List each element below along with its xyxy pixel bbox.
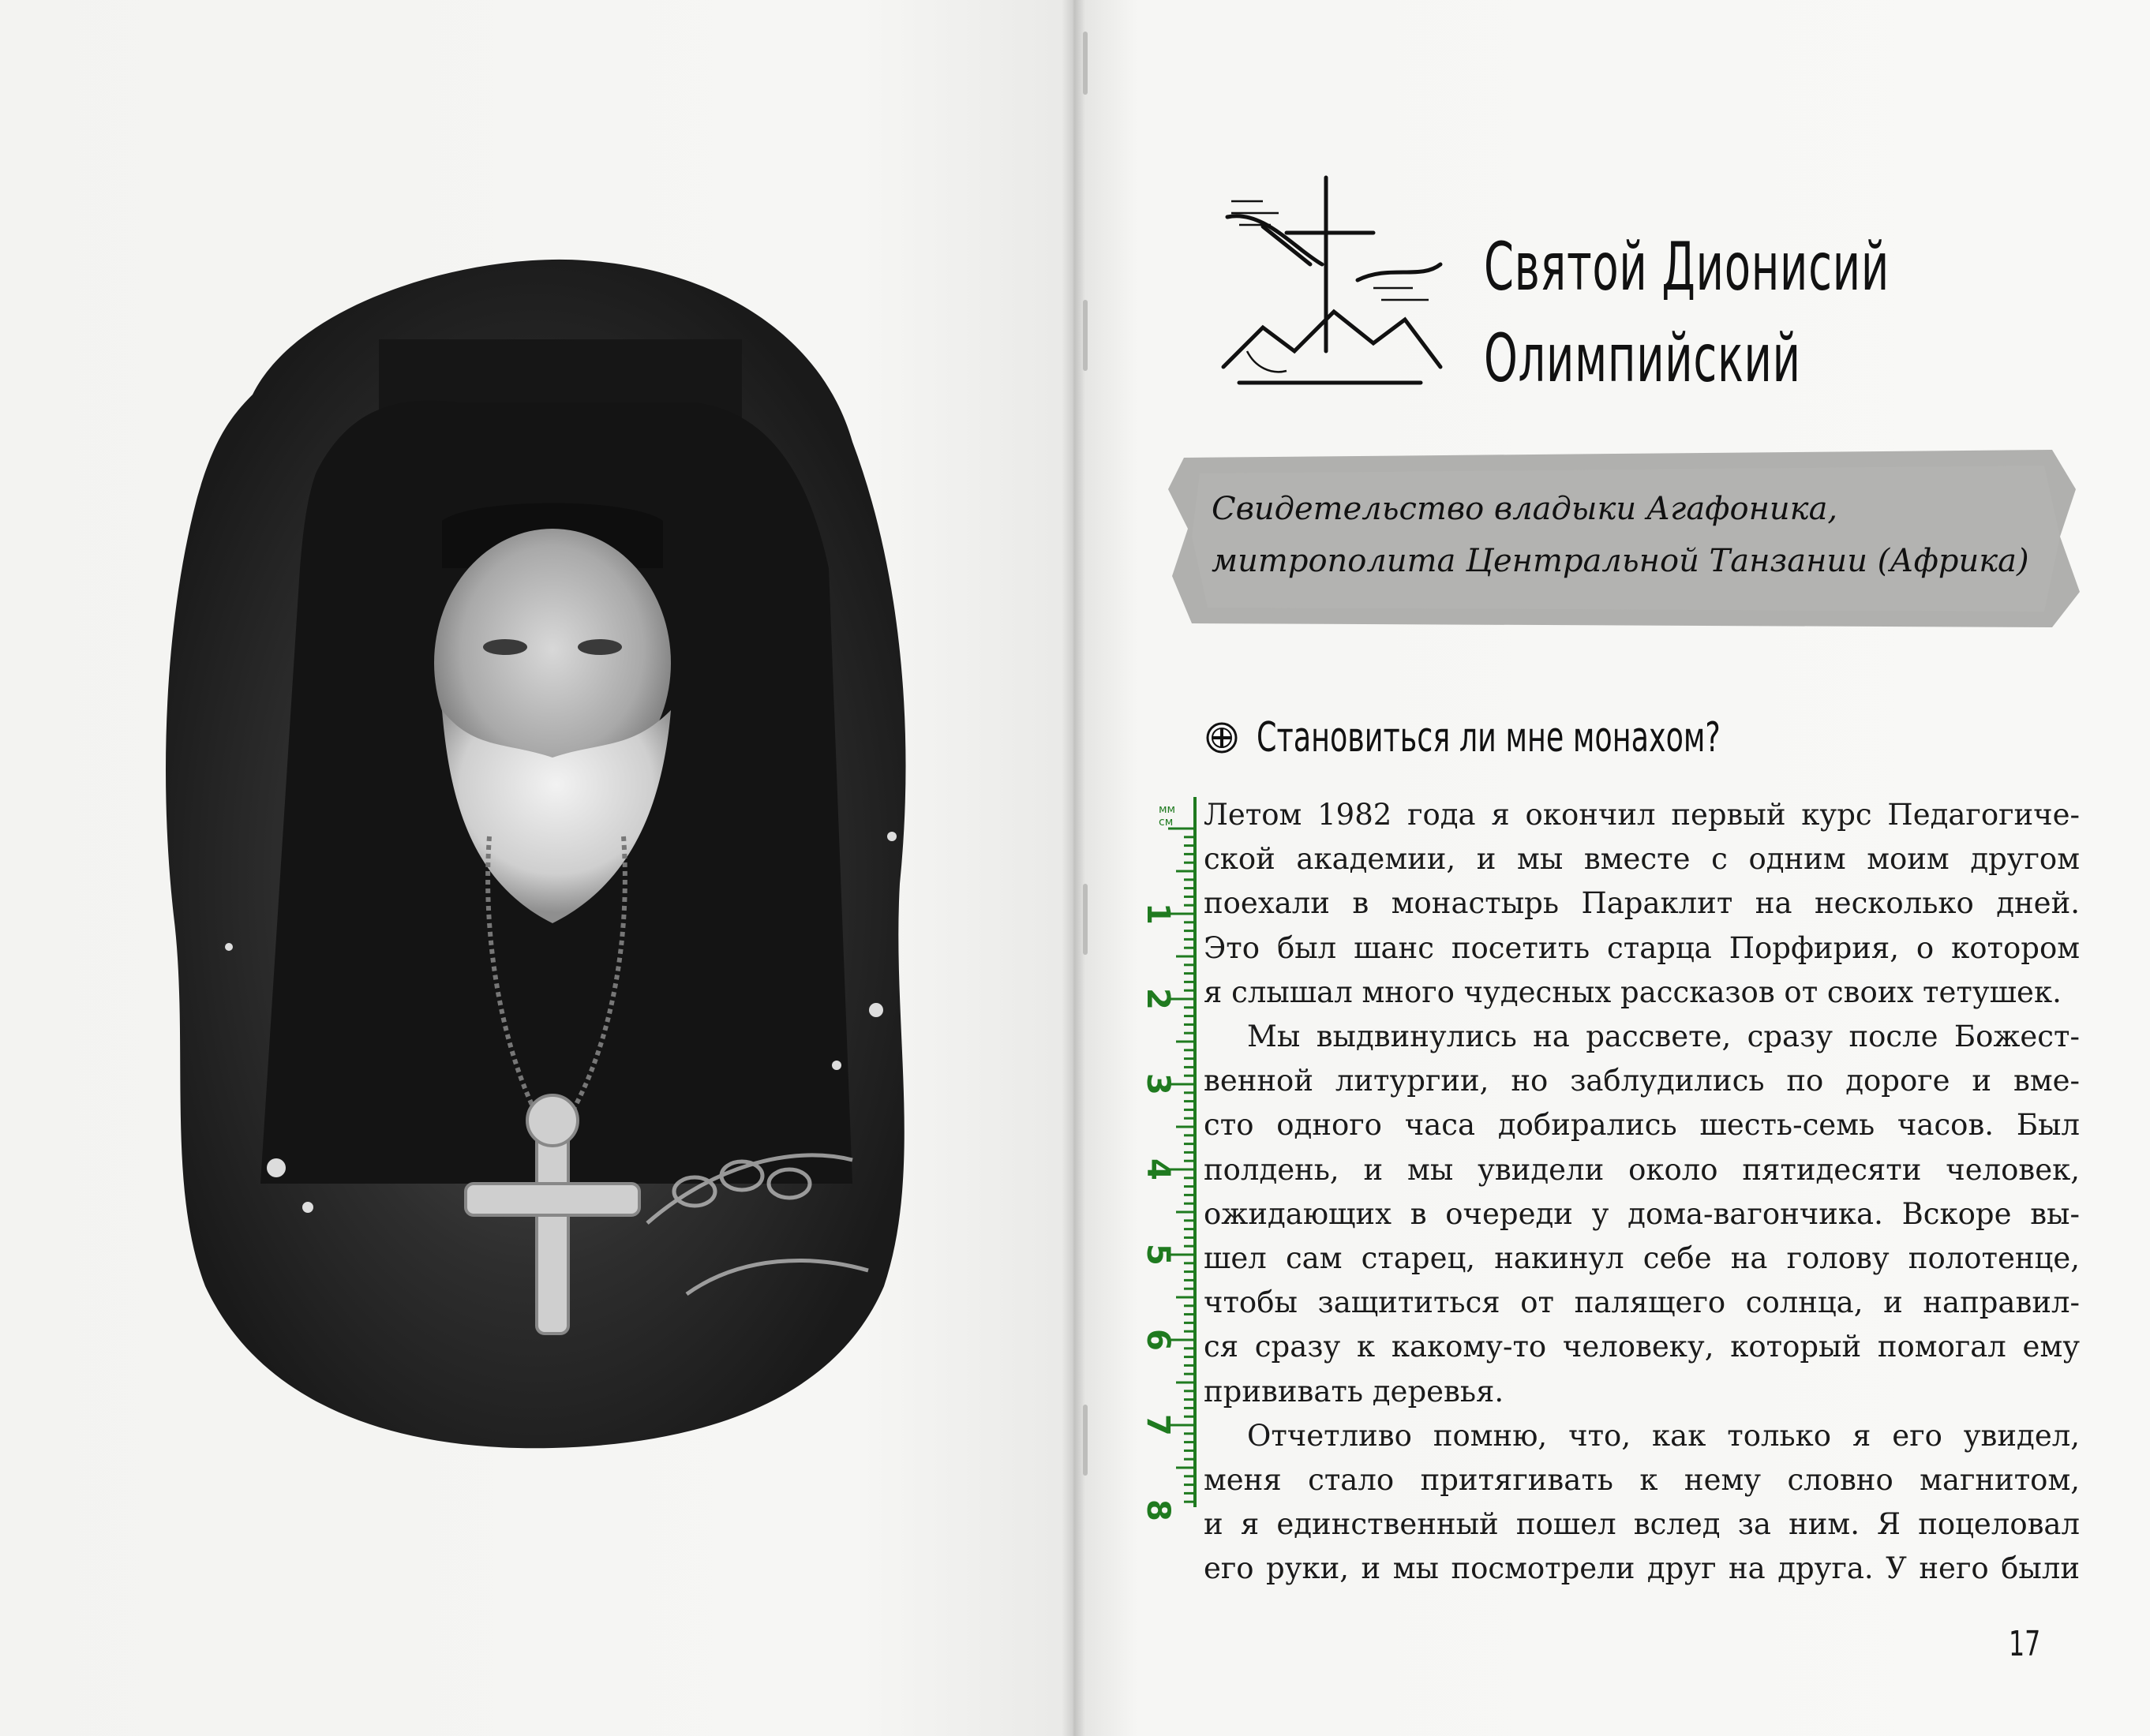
binding-stitch	[1083, 1405, 1088, 1476]
ruler-label: 7	[1140, 1414, 1176, 1436]
ruler-label: 2	[1140, 988, 1176, 1010]
chapter-title-line: Святой Дионисий	[1484, 228, 1890, 305]
ruler-unit-mm: мм	[1159, 803, 1176, 816]
body-line: ской академии, и мы вместе с одним моим другом	[1204, 842, 2080, 877]
body-line: Это был шанс посетить старца Порфирия, о котором	[1204, 930, 2080, 965]
ruler-label: 6	[1140, 1329, 1176, 1351]
body-line: полдень, и мы увидели около пятидесяти человек,	[1204, 1152, 2080, 1187]
cross-mountain-icon	[1215, 170, 1444, 398]
body-line: ся сразу к какому-то человеку, который помогал ему	[1204, 1330, 2080, 1364]
binding-stitch	[1083, 884, 1088, 955]
cross-bullet-icon	[1206, 722, 1238, 754]
ruler-unit-cm: см	[1159, 816, 1174, 829]
testimony-line: митрополита Центральной Танзании (Африка)	[1212, 543, 2029, 579]
page-number: 17	[2009, 1624, 2041, 1664]
testimony-line: Свидетельство владыки Агафоника,	[1212, 491, 1838, 527]
body-text	[1204, 793, 2080, 1592]
body-line: сто одного часа добирались шесть-семь часов. Был	[1204, 1108, 2080, 1143]
body-line: прививать деревья.	[1204, 1374, 1504, 1409]
ruler-label: 1	[1140, 903, 1176, 925]
binding-stitch	[1083, 32, 1088, 95]
portrait-photo	[142, 237, 947, 1468]
ruler-label: 4	[1140, 1158, 1176, 1180]
book-gutter	[1062, 0, 1085, 1736]
body-line: я слышал много чудесных рассказов от своих тетушек.	[1204, 975, 2062, 1009]
ruler-label: 3	[1140, 1073, 1176, 1095]
testimony-subtitle	[1212, 483, 2080, 587]
measurement-ruler	[1140, 797, 1204, 1521]
body-line: поехали в монастырь Параклит на несколько дней.	[1204, 886, 2080, 921]
portrait-illustration	[142, 237, 947, 1468]
body-line: его руки, и мы посмотрели друг на друга. У него были	[1204, 1551, 2080, 1586]
binding-stitch	[1083, 300, 1088, 371]
ruler-label: 8	[1140, 1499, 1176, 1521]
body-line: Мы выдвинулись на рассвете, сразу после Божест-	[1247, 1020, 2080, 1054]
ruler-label: 5	[1140, 1244, 1176, 1266]
body-line: ожидающих в очереди у дома-вагончика. Вскоре вы-	[1204, 1196, 2080, 1231]
section-heading-text: Становиться ли мне монахом?	[1257, 714, 1721, 761]
body-line: Летом 1982 года я окончил первый курс Педагогиче-	[1204, 798, 2080, 832]
chapter-title	[1484, 221, 1890, 404]
body-line: Отчетливо помню, что, как только я его увидел,	[1247, 1418, 2080, 1453]
body-line: и я единственный пошел вслед за ним. Я поцеловал	[1204, 1507, 2080, 1542]
body-line: чтобы защититься от палящего солнца, и направил-	[1204, 1285, 2080, 1320]
chapter-title-line: Олимпийский	[1484, 320, 1801, 397]
body-line: венной литургии, но заблудились по дороге и вме-	[1204, 1064, 2080, 1098]
ruler-scale	[1140, 797, 1204, 1521]
left-page	[0, 0, 1073, 1736]
body-line: шел сам старец, накинул себе на голову полотенце,	[1204, 1241, 2080, 1276]
body-line: меня стало притягивать к нему словно магнитом,	[1204, 1463, 2080, 1498]
section-heading	[1206, 714, 1852, 761]
